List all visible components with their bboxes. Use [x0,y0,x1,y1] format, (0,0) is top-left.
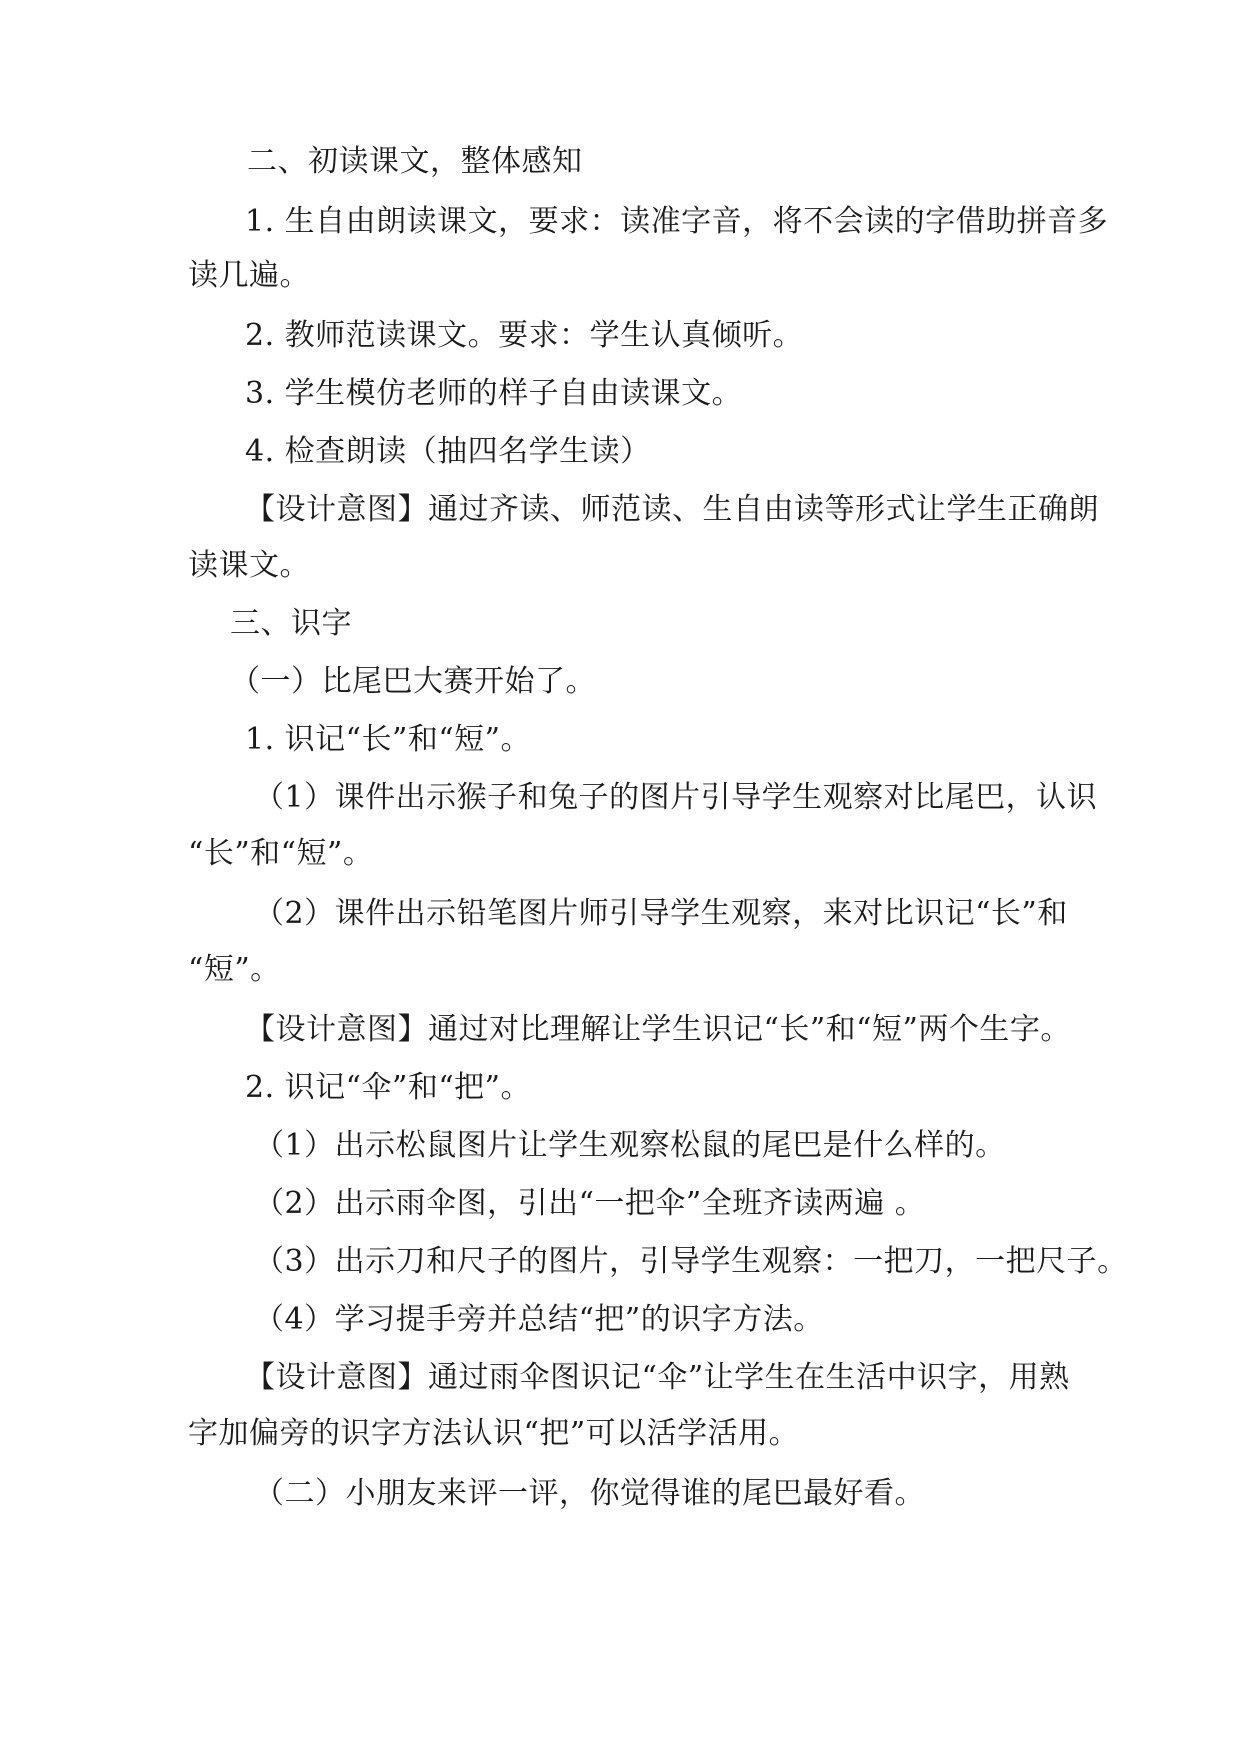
paragraph-line: （3）出示刀和尺子的图片，引导学生观察：一把刀，一把尺子。 [254,1244,1128,1279]
paragraph-line: （1）课件出示猴子和兔子的图片引导学生观察对比尾巴，认识 [254,780,1098,815]
paragraph-line: “短”。 [188,952,281,987]
paragraph-line: （1）出示松鼠图片让学生观察松鼠的尾巴是什么样的。 [254,1128,1006,1163]
paragraph-line: 2. 教师范读课文。要求：学生认真倾听。 [245,318,804,353]
design-intent-line: 【设计意图】通过对比理解让学生识记“长”和“短”两个生字。 [245,1012,1071,1047]
paragraph-line: “长”和“短”。 [188,836,374,871]
design-intent-line: 【设计意图】通过雨伞图识记“伞”让学生在生活中识字，用熟 [245,1360,1070,1395]
paragraph-line: 3. 学生模仿老师的样子自由读课文。 [245,376,743,411]
paragraph-line: 字加偏旁的识字方法认识“把”可以活学活用。 [188,1416,800,1451]
heading-section-3: 三、识字 [230,606,352,641]
paragraph-line: 2. 识记“伞”和“把”。 [245,1070,532,1105]
paragraph-line: （4）学习提手旁并总结“把”的识字方法。 [254,1302,824,1337]
design-intent-line: 【设计意图】通过齐读、师范读、生自由读等形式让学生正确朗 [245,492,1099,527]
paragraph-line: 1. 识记“长”和“短”。 [245,722,532,757]
subheading-line: （一）比尾巴大赛开始了。 [230,664,596,699]
paragraph-line: 4. 检查朗读（抽四名学生读） [245,434,651,469]
paragraph-line: 读几遍。 [188,258,310,293]
paragraph-line: （2）出示雨伞图，引出“一把伞”全班齐读两遍 。 [254,1186,926,1221]
heading-section-2: 二、初读课文，整体感知 [247,144,583,179]
subheading-line: （二）小朋友来评一评，你觉得谁的尾巴最好看。 [254,1476,925,1511]
paragraph-line: 读课文。 [188,548,310,583]
paragraph-line: （2）课件出示铅笔图片师引导学生观察，来对比识记“长”和 [254,896,1068,931]
paragraph-line: 1. 生自由朗读课文，要求：读准字音，将不会读的字借助拼音多 [245,204,1109,239]
